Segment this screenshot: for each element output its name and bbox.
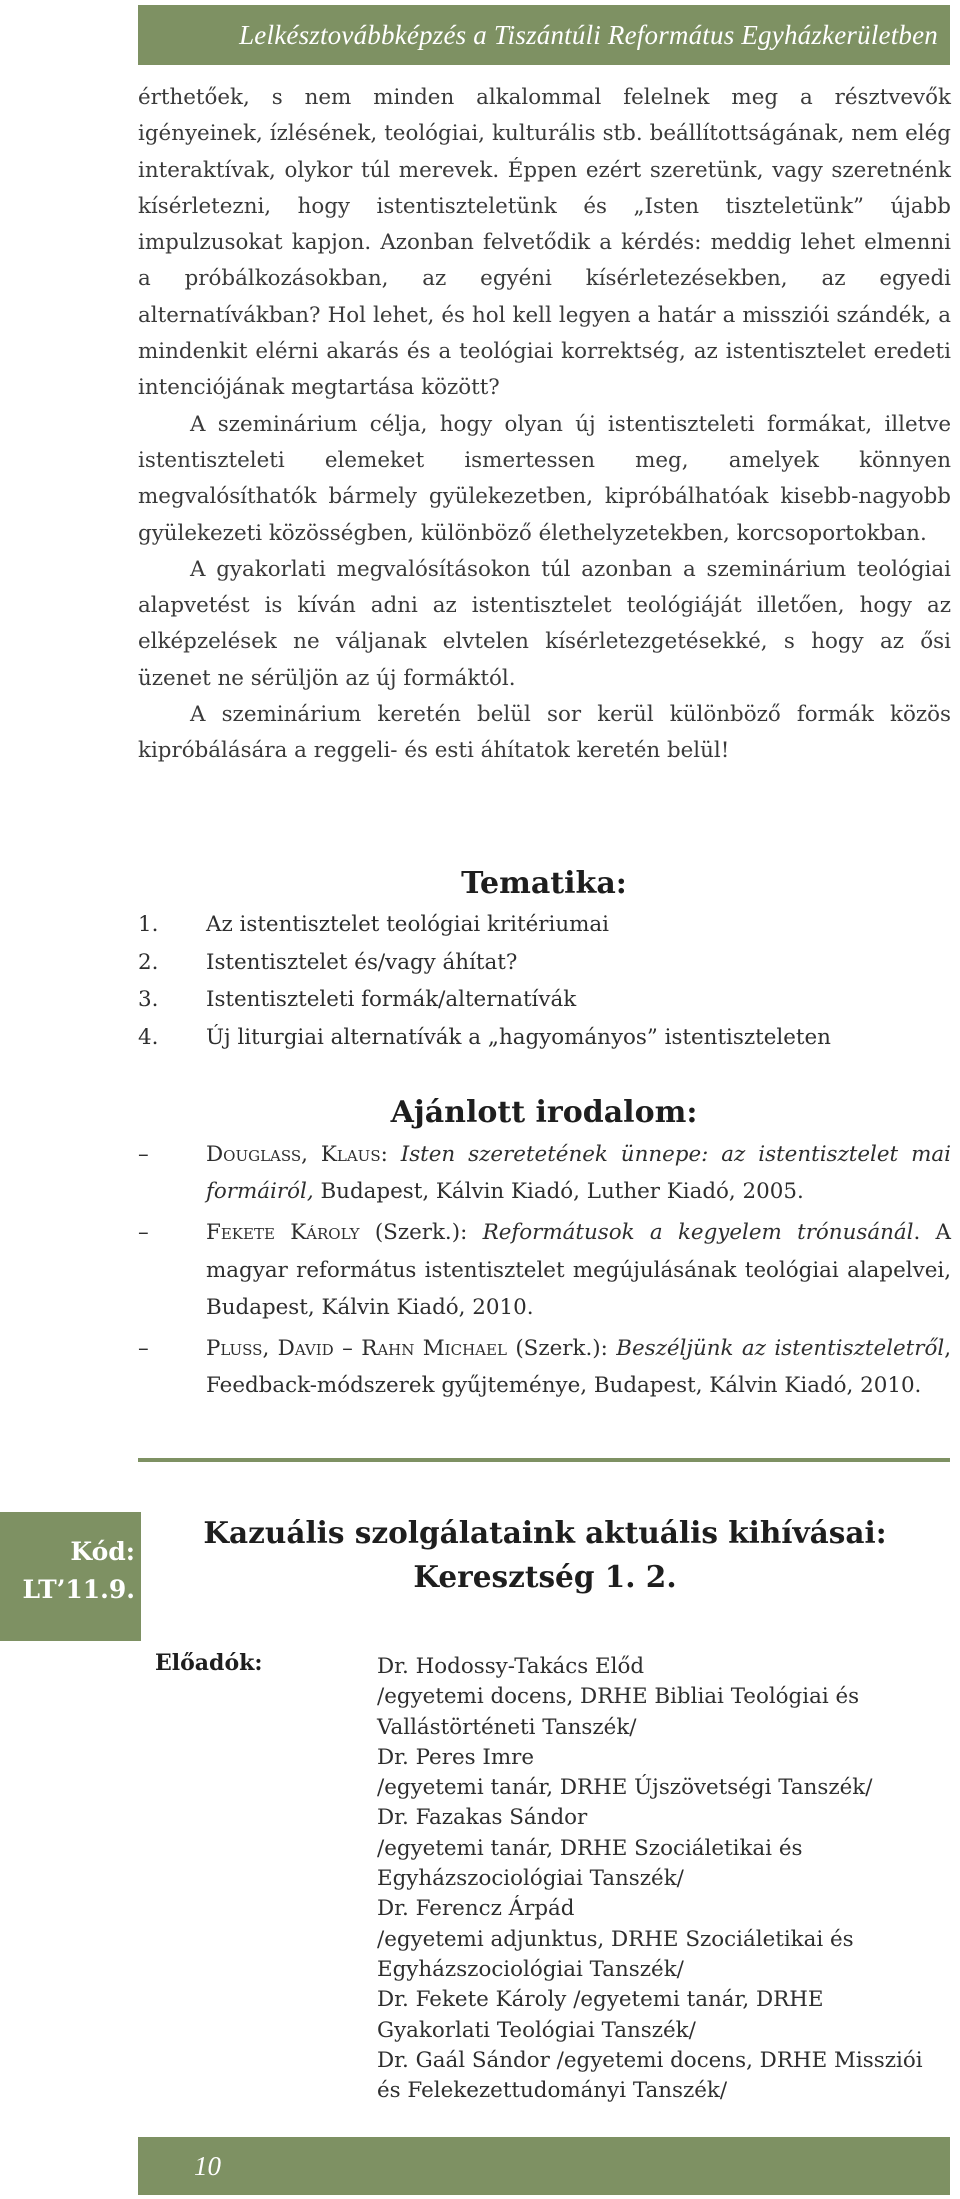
list-number: 1. (138, 912, 159, 937)
list-item (138, 906, 950, 944)
paragraph: érthetőek, s nem minden alkalommal felelnek meg a résztvevők igényeinek, ízlésének, teológiai, kulturális stb. beállítottságának, nem elég interaktívak, olykor túl merevek. Éppen ezért szeretünk, vagy szeretnénk kísérletezni, hogy istentiszteletünk és „Isten tiszteletünk” újabb impulzusokat kapjon. Azonban felvetődik a kérdés: meddig lehet elmenni a próbálkozásokban, az egyéni kísérletezésekben, az egyedi alternatívákban? Hol lehet, és hol kell legyen a határ a missziói szándék, a mindenkit elérni akarás és a teológiai korrektség, az istentisztelet eredeti intenciójának megtartása között? (138, 85, 951, 401)
reference-publication: Budapest, Kálvin Kiadó, Luther Kiadó, 2005. (313, 1179, 804, 1205)
list-item (138, 944, 950, 982)
speaker-entry: Dr. Peres Imre /egyetemi tanár, DRHE Újszövetségi Tanszék/ (377, 1744, 873, 1801)
topic-list (138, 906, 950, 1056)
header-title: Lelkésztovábbképzés a Tiszántúli Református Egyházkerületben (239, 19, 938, 50)
speaker-entry: Dr. Hodossy-Takács Előd /egyetemi docens, DRHE Bibliai Teológiai és Vallástörténeti Tanszék/ (377, 1654, 860, 1740)
list-text: Új liturgiai alternatívák a „hagyományos” istentiszteleten (206, 1024, 831, 1050)
reference-item (138, 1330, 951, 1404)
tematika-heading: Tematika: (461, 866, 627, 901)
list-dash: – (138, 1142, 149, 1167)
list-text: Istentisztelet és/vagy áhítat? (206, 949, 518, 975)
reference-author: Douglass, Klaus (206, 1142, 381, 1167)
reference-title: Beszéljünk az istentiszteletről (616, 1336, 945, 1362)
course-title-line: Kazuális szolgálataink aktuális kihívásai: (203, 1515, 887, 1550)
literature-heading: Ajánlott irodalom: (390, 1095, 698, 1130)
list-dash: – (138, 1336, 149, 1362)
reference-separator: : (380, 1142, 401, 1167)
reference-separator: (Szerk.): (359, 1220, 483, 1246)
course-subtitle: Keresztség 1. 2. (413, 1559, 677, 1594)
reference-text (206, 1136, 951, 1210)
reference-title: Reformátusok a kegyelem trónusánál (482, 1220, 914, 1246)
reference-author: Fekete Károly (206, 1220, 360, 1246)
page-footer (138, 2137, 950, 2195)
reference-publication: , Feedback-módszerek gyűjteménye, Budapest, Kálvin Kiadó, 2010. (206, 1336, 951, 1399)
reference-text (206, 1330, 951, 1404)
paragraph: A szeminárium célja, hogy olyan új istentiszteleti formákat, illetve istentiszteleti elemeket ismertessen meg, amelyek könnyen megvalósíthatók bármely gyülekezetben, kipróbálhatóak kisebb-nagyobb gyülekezeti közösségben, különböző élethelyzetekben, korcsoportokban. (138, 411, 951, 546)
speaker-entry: Dr. Gaál Sándor /egyetemi docens, DRHE Missziói és Felekezettudományi Tanszék/ (377, 2047, 923, 2104)
paragraph: A szeminárium keretén belül sor kerül különböző formák közös kipróbálására a reggeli- és esti áhítatok keretén belül! (138, 702, 951, 764)
reference-item (138, 1214, 951, 1326)
list-text: Az istentisztelet teológiai kritériumai (206, 912, 609, 937)
list-number: 2. (138, 949, 159, 975)
list-number: 3. (138, 987, 159, 1012)
course-title (180, 1511, 910, 1599)
page-number: 10 (194, 2150, 221, 2181)
speaker-entry: Dr. Fekete Károly /egyetemi tanár, DRHE Gyakorlati Teológiai Tanszék/ (377, 1987, 824, 2043)
list-dash: – (138, 1220, 149, 1246)
running-header (138, 5, 950, 65)
reference-title: Isten szeretetének ünnepe: az istentisztelet mai formáiról, (206, 1142, 951, 1205)
body-text (138, 80, 951, 770)
reference-text (206, 1214, 951, 1326)
speaker-entry: Dr. Ferencz Árpád /egyetemi adjunktus, DRHE Szociáletikai és Egyházszociológiai Tanszék/ (377, 1896, 854, 1982)
course-code: LT’11.9. (22, 1575, 135, 1604)
course-code-badge (0, 1512, 141, 1641)
speakers-label: Előadók: (155, 1650, 263, 1676)
reference-author: Pluss, David – Rahn Michael (206, 1336, 507, 1362)
reference-publication: . A magyar református istentisztelet megújulásának teológiai alapelvei, Budapest, Kálvin Kiadó, 2010. (206, 1220, 951, 1320)
list-text: Istentiszteleti formák/alternatívák (206, 987, 577, 1012)
speakers-list (377, 1652, 937, 2106)
reference-item (138, 1136, 951, 1210)
code-label: Kód: (70, 1537, 135, 1566)
paragraph: A gyakorlati megvalósításokon túl azonban a szeminárium teológiai alapvetést is kíván adni az istentisztelet teológiáját illetően, hogy az elképzelések ne váljanak elvtelen kísérletezgetésekké, s hogy az ősi üzenet ne sérüljön az új formáktól. (138, 556, 951, 691)
section-divider (138, 1458, 950, 1462)
reference-list (138, 1136, 951, 1408)
reference-separator: (Szerk.): (506, 1336, 617, 1362)
list-number: 4. (138, 1024, 159, 1050)
speaker-entry: Dr. Fazakas Sándor /egyetemi tanár, DRHE Szociáletikai és Egyházszociológiai Tanszék/ (377, 1805, 803, 1892)
list-item (138, 981, 950, 1019)
list-item (138, 1019, 950, 1057)
